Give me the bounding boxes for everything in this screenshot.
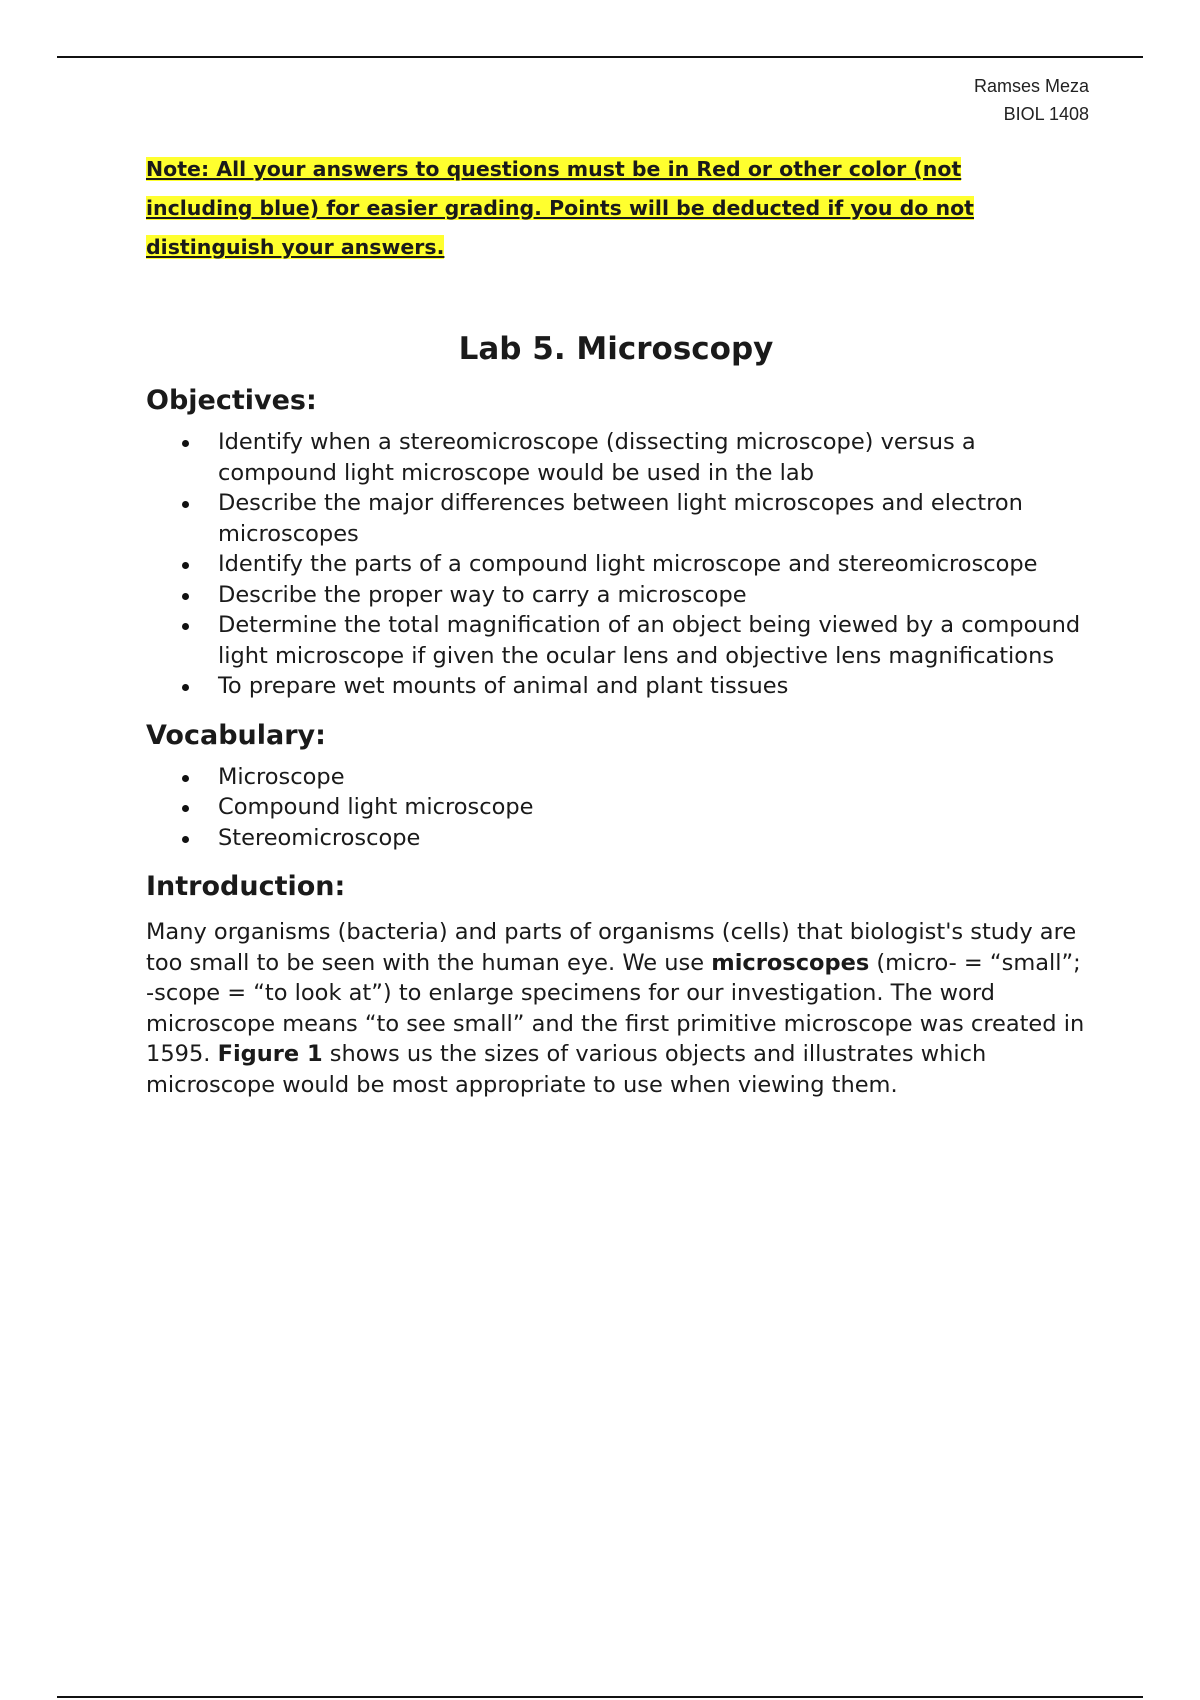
list-item: Identify when a stereomicroscope (dissecting microscope) versus a compound light microscope would be used in the lab (218, 427, 1086, 488)
list-item: Describe the proper way to carry a microscope (218, 580, 1086, 611)
vocabulary-heading: Vocabulary: (146, 719, 326, 751)
page-header (974, 72, 1089, 128)
list-item: Identify the parts of a compound light microscope and stereomicroscope (218, 549, 1086, 580)
list-item: Stereomicroscope (218, 823, 1086, 854)
introduction-paragraph (146, 917, 1086, 1100)
intro-text-3: shows us the sizes of various objects and illustrates which microscope would be most appropriate to use when viewing them. (146, 1041, 987, 1098)
vocabulary-list (146, 762, 1086, 854)
note-line-3: distinguish your answers. (146, 235, 445, 259)
objectives-list (146, 427, 1086, 702)
introduction-heading: Introduction: (146, 871, 346, 902)
footer-rule (57, 1696, 1143, 1698)
intro-term-microscopes: microscopes (711, 949, 870, 976)
intro-text-1: Many organisms (bacteria) and parts of organisms (cells) that biologist's study are too small to be seen with the human eye. We use (146, 919, 1077, 976)
note-line-2: including blue) for easier grading. Points will be deducted if you do not (146, 196, 974, 220)
list-item: To prepare wet mounts of animal and plant tissues (218, 671, 1086, 702)
list-item: Compound light microscope (218, 792, 1086, 823)
note-line-1: Note: All your answers to questions must be in Red or other color (not (146, 157, 962, 181)
course-code: BIOL 1408 (1003, 104, 1089, 124)
intro-figure-ref: Figure 1 (217, 1041, 323, 1067)
author-name: Ramses Meza (973, 76, 1089, 96)
intro-text-2: (micro- = “small”; -scope = “to look at”) to enlarge specimens for our investigation. The word microscope means “to see small” and the first primitive microscope was created in 1595. (146, 949, 1085, 1067)
list-item: Describe the major differences between light microscopes and electron microscopes (218, 488, 1086, 549)
list-item: Determine the total magnification of an object being viewed by a compound light microscope if given the ocular lens and objective lens magnifications (218, 610, 1086, 671)
grading-note (146, 150, 1086, 267)
list-item: Microscope (218, 762, 1086, 793)
header-rule (57, 56, 1143, 58)
page-title: Lab 5. Microscopy (458, 331, 774, 367)
document-body (146, 150, 1086, 1100)
objectives-heading: Objectives: (146, 385, 317, 416)
